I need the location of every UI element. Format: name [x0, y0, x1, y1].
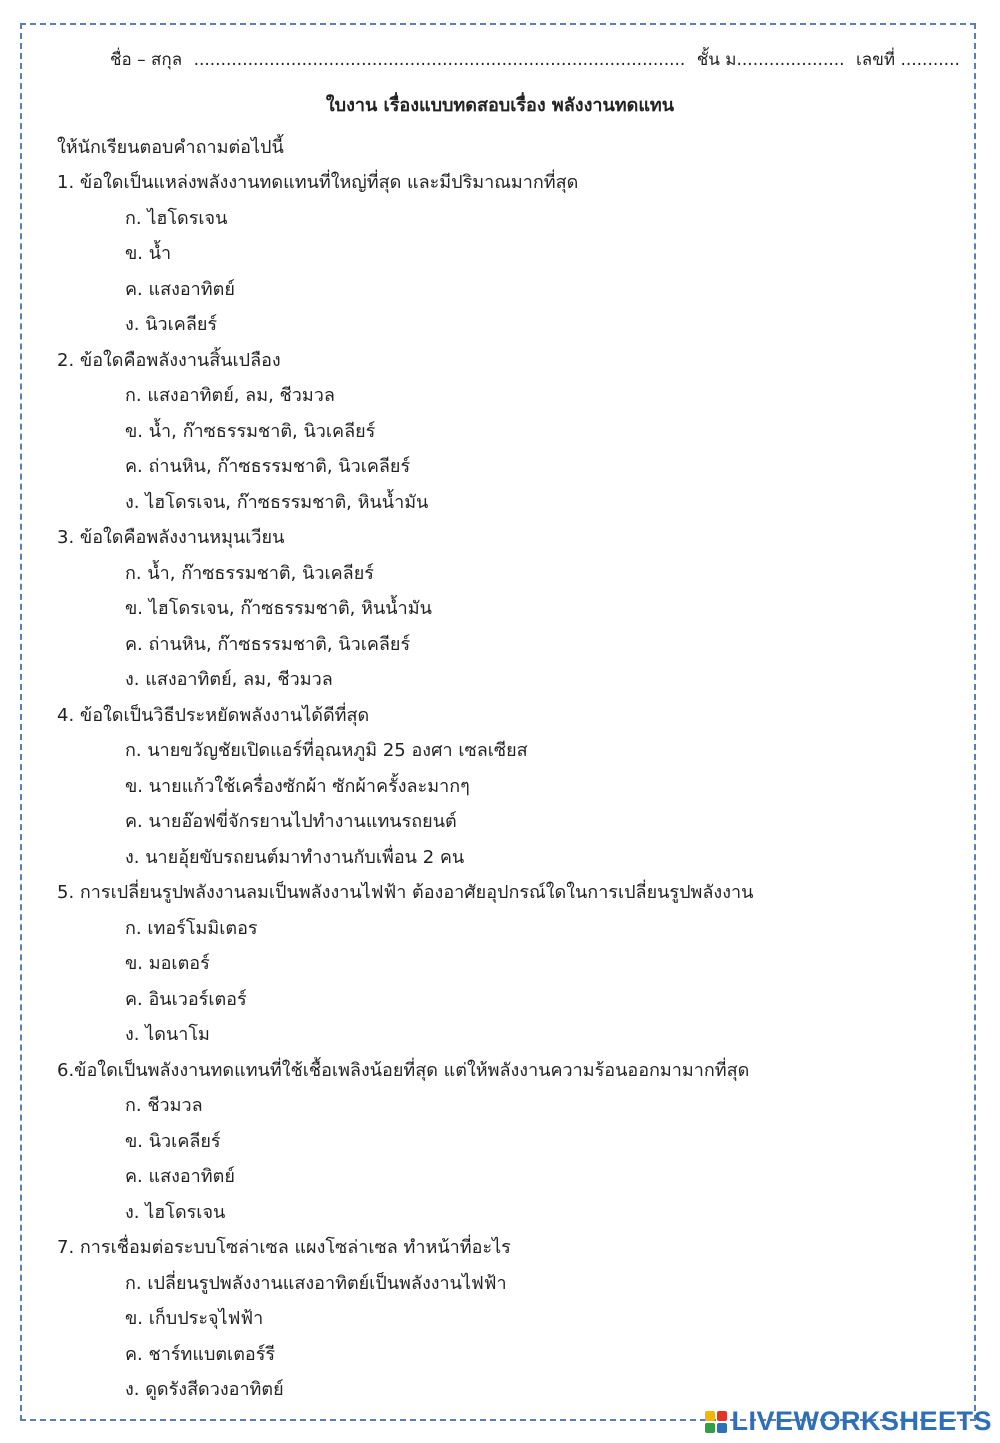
question-3-option-2: ข. ไฮโดรเจน, ก๊าซธรรมชาติ, หินน้ำมัน [125, 598, 432, 619]
question-5-option-2: ข. มอเตอร์ [125, 953, 210, 974]
question-5-stem: 5. การเปลี่ยนรูปพลังงานลมเป็นพลังงานไฟฟ้า ต้องอาศัยอุปกรณ์ใดในการเปลี่ยนรูปพลังงาน [57, 882, 754, 903]
question-3-option-4: ง. แสงอาทิตย์, ลม, ชีวมวล [125, 669, 333, 690]
question-1-option-1: ก. ไฮโดรเจน [125, 207, 228, 229]
question-7-option-1: ก. เปลี่ยนรูปพลังงานแสงอาทิตย์เป็นพลังงานไฟฟ้า [125, 1272, 507, 1294]
question-5-option-3: ค. อินเวอร์เตอร์ [125, 988, 247, 1010]
question-7-option-2: ข. เก็บประจุไฟฟ้า [125, 1308, 264, 1329]
student-info-line [110, 46, 966, 73]
question-list [57, 168, 967, 1411]
question-1-option-4: ง. นิวเคลียร์ [125, 314, 218, 335]
worksheet-title: ใบงาน เรื่องแบบทดสอบเรื่อง พลังงานทดแทน [325, 95, 675, 116]
question-2-option-1: ก. แสงอาทิตย์, ลม, ชีวมวล [125, 385, 335, 406]
logo-icon [705, 1411, 727, 1433]
question-3-option-1: ก. น้ำ, ก๊าซธรรมชาติ, นิวเคลียร์ [125, 562, 374, 584]
instructions: ให้นักเรียนตอบคำถามต่อไปนี้ [57, 137, 284, 158]
question-1-option-2: ข. น้ำ [125, 243, 172, 264]
question-7-stem: 7. การเชื่อมต่อระบบโซล่าเซล แผงโซล่าเซล ทำหน้าที่อะไร [57, 1237, 511, 1258]
question-5-option-4: ง. ไดนาโม [125, 1024, 210, 1045]
question-3-option-3: ค. ถ่านหิน, ก๊าซธรรมชาติ, นิวเคลียร์ [125, 633, 411, 655]
number-label: เลขที่ ........... [855, 50, 960, 70]
question-6-option-1: ก. ชีวมวล [125, 1095, 203, 1116]
question-6-option-2: ข. นิวเคลียร์ [125, 1130, 221, 1152]
question-7-option-4: ง. ดูดรังสีดวงอาทิตย์ [125, 1379, 284, 1400]
question-2-option-3: ค. ถ่านหิน, ก๊าซธรรมชาติ, นิวเคลียร์ [125, 456, 411, 477]
question-1-stem: 1. ข้อใดเป็นแหล่งพลังงานทดแทนที่ใหญ่ที่สุด และมีปริมาณมากที่สุด [57, 172, 579, 193]
logo-text: LIVEWORKSHEETS [731, 1406, 992, 1436]
question-2-option-2: ข. น้ำ, ก๊าซธรรมชาติ, นิวเคลียร์ [125, 420, 376, 442]
class-label: ชั้น ม.................... [696, 50, 845, 70]
question-4-option-3: ค. นายอ๊อฟขี่จักรยานไปทำงานแทนรถยนต์ [125, 811, 457, 832]
question-6-option-3: ค. แสงอาทิตย์ [125, 1166, 235, 1187]
question-4-stem: 4. ข้อใดเป็นวิธีประหยัดพลังงานได้ดีที่สุด [57, 704, 370, 726]
question-2-stem: 2. ข้อใดคือพลังงานสิ้นเปลือง [57, 349, 281, 371]
question-2-option-4: ง. ไฮโดรเจน, ก๊าซธรรมชาติ, หินน้ำมัน [125, 491, 429, 513]
question-5-option-1: ก. เทอร์โมมิเตอร [125, 917, 258, 939]
name-blank: ........................................................................................... [193, 50, 686, 70]
question-4-option-1: ก. นายขวัญชัยเปิดแอร์ที่อุณหภูมิ 25 องศา เซลเซียส [125, 740, 528, 761]
question-3-stem: 3. ข้อใดคือพลังงานหมุนเวียน [57, 527, 285, 548]
liveworksheets-logo [705, 1406, 992, 1437]
question-7-option-3: ค. ชาร์ทแบตเตอร์รี [125, 1343, 276, 1365]
question-6-option-4: ง. ไฮโดรเจน [125, 1201, 226, 1223]
question-1-option-3: ค. แสงอาทิตย์ [125, 278, 235, 300]
name-label: ชื่อ – สกุล [110, 50, 183, 70]
question-4-option-2: ข. นายแก้วใช้เครื่องซักผ้า ซักผ้าครั้งละมากๆ [125, 775, 470, 797]
question-6-stem: 6.ข้อใดเป็นพลังงานทดแทนที่ใช้เชื้อเพลิงน้อยที่สุด แต่ให้พลังงานความร้อนออกมามากที่สุด [57, 1059, 750, 1081]
question-4-option-4: ง. นายอุ้ยขับรถยนต์มาทำงานกับเพื่อน 2 คน [125, 846, 465, 868]
